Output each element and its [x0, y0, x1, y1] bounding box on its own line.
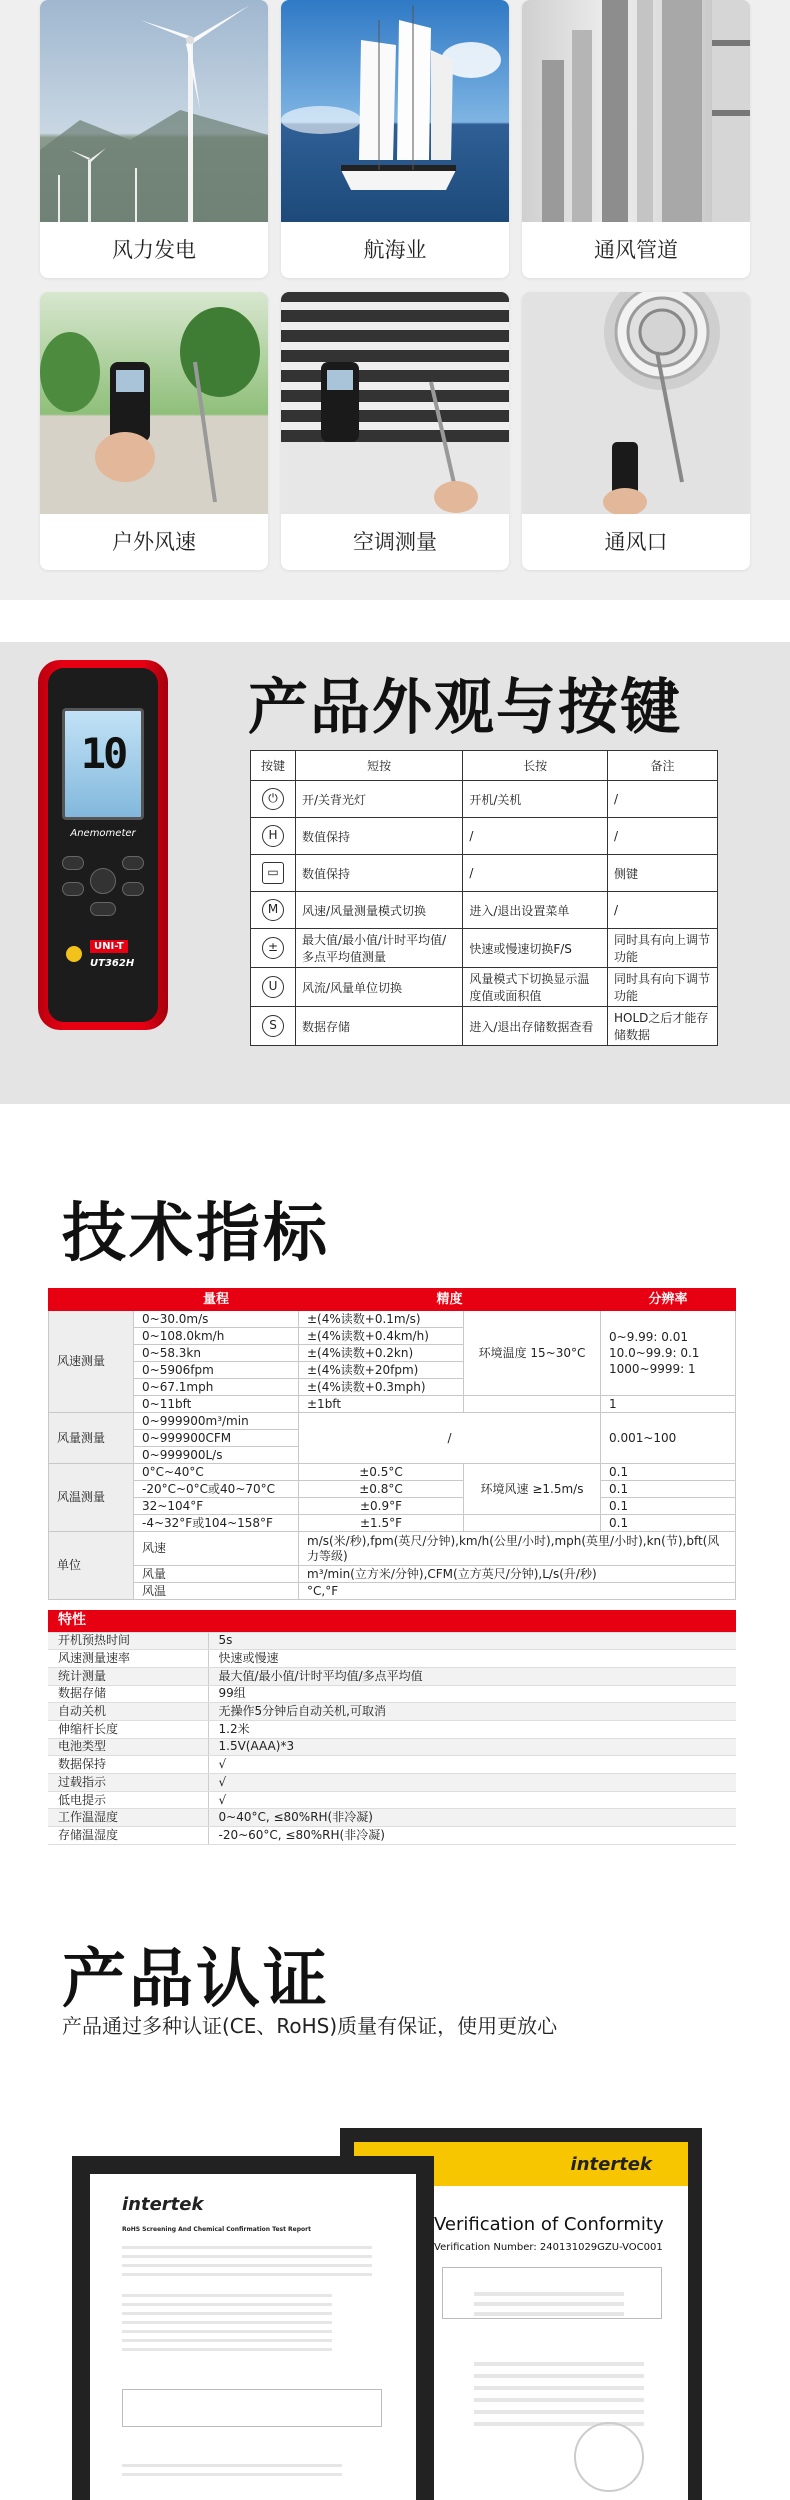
- spec-accuracy: ±(4%读数+0.3mph): [299, 1379, 464, 1396]
- voc-heading: Verification of Conformity: [434, 2214, 664, 2235]
- application-card-marine: [281, 0, 509, 278]
- features-table: [48, 1610, 736, 1845]
- feature-value: 5s: [208, 1632, 736, 1650]
- table-row: [251, 781, 718, 818]
- feature-value: 1.2米: [208, 1720, 736, 1738]
- spec-category: 风速测量: [49, 1311, 134, 1413]
- certification-title: 产品认证: [62, 1943, 330, 2017]
- spec-env-note: 环境温度 15~30°C: [464, 1311, 601, 1396]
- spec-range: 0~999900CFM: [134, 1430, 299, 1447]
- table-row: [48, 1667, 736, 1685]
- spec-accuracy: ±(4%读数+0.1m/s): [299, 1311, 464, 1328]
- spec-resolution: 0.001~100: [601, 1413, 736, 1464]
- hold-icon: H: [262, 825, 284, 847]
- spec-range: 0~5906fpm: [134, 1362, 299, 1379]
- note-cell: /: [607, 892, 717, 929]
- device-display-value: 10: [80, 729, 126, 778]
- spec-range: -4~32°F或104~158°F: [134, 1515, 299, 1532]
- long-press-cell: 快速或慢速切换F/S: [463, 929, 608, 968]
- feature-key: 风速测量速率: [48, 1650, 208, 1668]
- device-keypad: [60, 850, 146, 924]
- table-row: [251, 818, 718, 855]
- table-row: [48, 1756, 736, 1774]
- long-press-cell: 开机/关机: [463, 781, 608, 818]
- spec-range: 32~104°F: [134, 1498, 299, 1515]
- spec-resolution: 0.1: [601, 1464, 736, 1481]
- note-cell: /: [607, 781, 717, 818]
- intertek-logo: intertek: [122, 2194, 204, 2215]
- outdoor-measurement-image: [40, 292, 268, 514]
- spec-env-note: 环境风速 ≥1.5m/s: [464, 1464, 601, 1515]
- air-conditioner-image: [281, 292, 509, 514]
- power-icon: ⏻: [262, 788, 284, 810]
- feature-value: √: [208, 1756, 736, 1774]
- table-row: [48, 1703, 736, 1721]
- spec-range: -20°C~0°C或40~70°C: [134, 1481, 299, 1498]
- spec-header-resolution: 分辨率: [601, 1289, 736, 1311]
- note-cell: 同时具有向上调节功能: [607, 929, 717, 968]
- spec-table: [48, 1288, 736, 1600]
- feature-value: √: [208, 1791, 736, 1809]
- spec-resolution: 0.1: [601, 1498, 736, 1515]
- spec-category: 单位: [49, 1532, 134, 1600]
- table-row: [48, 1650, 736, 1668]
- long-press-cell: /: [463, 818, 608, 855]
- table-row: [49, 1532, 736, 1566]
- table-row: [49, 1515, 736, 1532]
- table-row: [251, 1007, 718, 1046]
- features-title: 特性: [48, 1610, 736, 1632]
- feature-value: 快速或慢速: [208, 1650, 736, 1668]
- spec-category: 风量测量: [49, 1413, 134, 1464]
- spec-accuracy: ±0.9°F: [299, 1498, 464, 1515]
- spec-range: 0°C~40°C: [134, 1464, 299, 1481]
- application-label: 航海业: [363, 238, 427, 262]
- table-row: [48, 1774, 736, 1792]
- application-label: 通风口: [604, 530, 668, 554]
- short-press-cell: 风速/风量测量模式切换: [296, 892, 463, 929]
- long-press-cell: /: [463, 855, 608, 892]
- certificate-rohs: [72, 2156, 434, 2500]
- spec-accuracy: ±0.8°C: [299, 1481, 464, 1498]
- unit-value: m/s(米/秒),fpm(英尺/分钟),km/h(公里/小时),mph(英里/小时),kn(节),bft(风力等级): [299, 1532, 736, 1566]
- unit-icon: U: [262, 976, 284, 998]
- table-row: [48, 1738, 736, 1756]
- device-brand: UNI-T: [90, 940, 128, 953]
- feature-key: 低电提示: [48, 1791, 208, 1809]
- feature-key: 过载指示: [48, 1774, 208, 1792]
- spec-header-row: [49, 1289, 736, 1311]
- device-model: UT362H: [90, 958, 135, 969]
- table-row: [49, 1481, 736, 1498]
- save-icon: S: [262, 1015, 284, 1037]
- application-card-duct: [522, 0, 750, 278]
- spec-range: 0~108.0km/h: [134, 1328, 299, 1345]
- feature-key: 统计测量: [48, 1667, 208, 1685]
- note-cell: 侧键: [607, 855, 717, 892]
- short-press-cell: 开/关背光灯: [296, 781, 463, 818]
- certificate-seal: [574, 2422, 644, 2492]
- table-row: [49, 1464, 736, 1481]
- unit-value: m³/min(立方米/分钟),CFM(立方英尺/分钟),L/s(升/秒): [299, 1566, 736, 1583]
- application-label: 户外风速: [112, 530, 196, 554]
- feature-value: 最大值/最小值/计时平均值/多点平均值: [208, 1667, 736, 1685]
- side-key-icon: ▭: [262, 862, 284, 884]
- spec-resolution: 0.1: [601, 1515, 736, 1532]
- unit-key: 风速: [134, 1532, 299, 1566]
- feature-key: 电池类型: [48, 1738, 208, 1756]
- short-press-cell: 数据存储: [296, 1007, 463, 1046]
- feature-key: 自动关机: [48, 1703, 208, 1721]
- features-header-row: [48, 1610, 736, 1632]
- unit-key: 风温: [134, 1583, 299, 1600]
- wind-turbine-image: [40, 0, 268, 222]
- table-row: [48, 1791, 736, 1809]
- feature-value: 无操作5分钟后自动关机,可取消: [208, 1703, 736, 1721]
- certification-subtitle: 产品通过多种认证(CE、RoHS)质量有保证，使用更放心: [62, 2014, 558, 2038]
- feature-value: 0~40°C, ≤80%RH(非冷凝): [208, 1809, 736, 1827]
- table-row: [48, 1632, 736, 1650]
- feature-key: 伸缩杆长度: [48, 1720, 208, 1738]
- spec-header-range: 量程: [134, 1289, 299, 1311]
- appearance-title: 产品外观与按键: [248, 673, 682, 743]
- table-header: 按键: [251, 751, 296, 781]
- application-card-wind-power: [40, 0, 268, 278]
- note-cell: HOLD之后才能存储数据: [607, 1007, 717, 1046]
- long-press-cell: 进入/退出存储数据查看: [463, 1007, 608, 1046]
- table-row: [49, 1566, 736, 1583]
- spec-range: 0~30.0m/s: [134, 1311, 299, 1328]
- table-header-row: [251, 751, 718, 781]
- feature-key: 数据存储: [48, 1685, 208, 1703]
- spec-resolution: 0~9.99: 0.01: [609, 1330, 688, 1344]
- feature-value: -20~60°C, ≤80%RH(非冷凝): [208, 1827, 736, 1845]
- short-press-cell: 数值保持: [296, 855, 463, 892]
- spec-accuracy: ±1.5°F: [299, 1515, 464, 1532]
- table-header: 备注: [607, 751, 717, 781]
- feature-key: 存储温湿度: [48, 1827, 208, 1845]
- table-row: [48, 1809, 736, 1827]
- short-press-cell: 数值保持: [296, 818, 463, 855]
- spec-resolution: 10.0~99.9: 0.1: [609, 1346, 700, 1360]
- unit-value: °C,°F: [299, 1583, 736, 1600]
- feature-value: √: [208, 1774, 736, 1792]
- note-cell: /: [607, 818, 717, 855]
- spec-header-accuracy: 精度: [299, 1289, 601, 1311]
- table-row: [49, 1396, 736, 1413]
- feature-key: 开机预热时间: [48, 1632, 208, 1650]
- application-card-ac: [281, 292, 509, 570]
- max-min-icon: ±: [262, 937, 284, 959]
- table-row: [251, 855, 718, 892]
- table-row: [251, 892, 718, 929]
- spec-accuracy: ±(4%读数+0.2kn): [299, 1345, 464, 1362]
- spec-accuracy: ±0.5°C: [299, 1464, 464, 1481]
- device-name: Anemometer: [70, 828, 136, 839]
- table-row: [49, 1311, 736, 1328]
- short-press-cell: 最大值/最小值/计时平均值/多点平均值测量: [296, 929, 463, 968]
- application-label: 风力发电: [112, 238, 196, 262]
- table-header: 长按: [463, 751, 608, 781]
- spec-range: 0~58.3kn: [134, 1345, 299, 1362]
- feature-value: 99组: [208, 1685, 736, 1703]
- table-row: [49, 1583, 736, 1600]
- key-function-table: [250, 750, 718, 1046]
- table-header: 短按: [296, 751, 463, 781]
- table-row: [48, 1685, 736, 1703]
- anemometer-device: [38, 660, 168, 1030]
- voc-number: Verification Number: 240131029GZU-VOC001: [434, 2242, 663, 2253]
- feature-key: 数据保持: [48, 1756, 208, 1774]
- spec-accuracy: ±1bft: [299, 1396, 464, 1413]
- spec-resolution: 1000~9999: 1: [609, 1362, 696, 1376]
- spec-resolution: 1: [601, 1396, 736, 1413]
- ventilation-duct-image: [522, 0, 750, 222]
- spec-accuracy: ±(4%读数+20fpm): [299, 1362, 464, 1379]
- application-label: 空调测量: [353, 530, 437, 554]
- spec-range: 0~67.1mph: [134, 1379, 299, 1396]
- spec-accuracy: ±(4%读数+0.4km/h): [299, 1328, 464, 1345]
- sailing-ship-image: [281, 0, 509, 222]
- spec-resolution: 0.1: [601, 1481, 736, 1498]
- table-row: [49, 1413, 736, 1430]
- table-row: [251, 929, 718, 968]
- spec-accuracy: /: [299, 1413, 601, 1464]
- table-row: [251, 968, 718, 1007]
- device-yellow-button: [66, 946, 82, 962]
- feature-value: 1.5V(AAA)*3: [208, 1738, 736, 1756]
- spec-range: 0~999900m³/min: [134, 1413, 299, 1430]
- mode-icon: M: [262, 899, 284, 921]
- table-row: [48, 1827, 736, 1845]
- application-card-outdoor: [40, 292, 268, 570]
- note-cell: 同时具有向下调节功能: [607, 968, 717, 1007]
- spec-range: 0~11bft: [134, 1396, 299, 1413]
- short-press-cell: 风流/风量单位切换: [296, 968, 463, 1007]
- device-lcd-screen: [62, 708, 144, 820]
- rohs-heading: RoHS Screening And Chemical Confirmation Test Report: [122, 2226, 311, 2233]
- applications-section: [0, 0, 790, 600]
- specs-title: 技术指标: [62, 1197, 330, 1271]
- intertek-logo: intertek: [570, 2154, 652, 2175]
- ceiling-vent-image: [522, 292, 750, 514]
- application-label: 通风管道: [594, 238, 678, 262]
- spec-range: 0~999900L/s: [134, 1447, 299, 1464]
- application-card-vent: [522, 292, 750, 570]
- long-press-cell: 进入/退出设置菜单: [463, 892, 608, 929]
- table-row: [49, 1498, 736, 1515]
- spec-category: 风温测量: [49, 1464, 134, 1532]
- long-press-cell: 风量模式下切换显示温度值或面积值: [463, 968, 608, 1007]
- table-row: [48, 1720, 736, 1738]
- unit-key: 风量: [134, 1566, 299, 1583]
- feature-key: 工作温湿度: [48, 1809, 208, 1827]
